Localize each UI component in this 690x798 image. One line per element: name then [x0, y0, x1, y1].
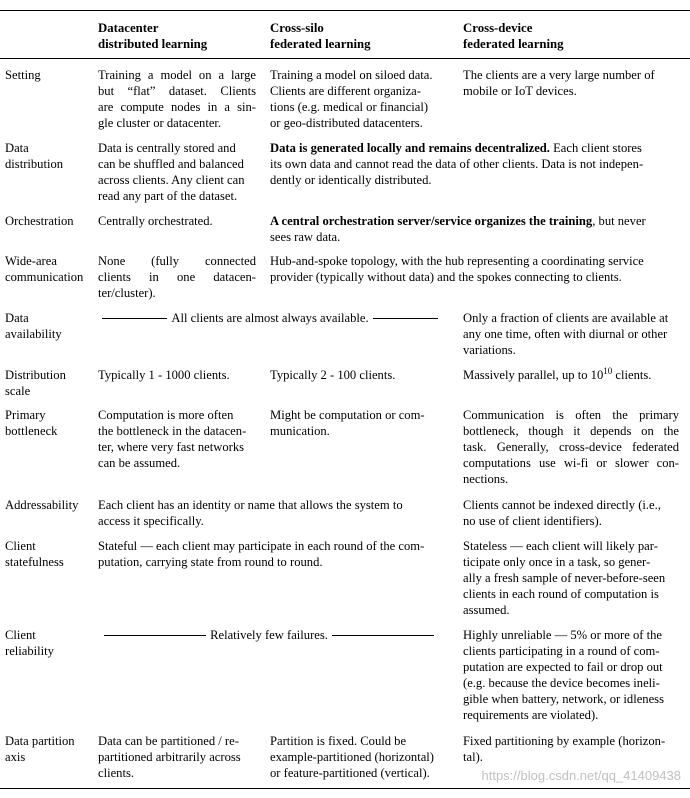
primary-bottleneck-datacenter: Computation is more often the bottleneck in the datacen- ter, where very fast networks can be assumed.: [98, 408, 247, 471]
client-statefulness-cross-device: Stateless — each client will likely par- ticipate only once in a task, so gener- ally a fresh sample of never-before-seen clients in each round of computation is assumed.: [463, 539, 666, 618]
row-label-data-partition-axis: Data partition axis: [5, 734, 75, 765]
data-availability-shared: All clients are almost always available.: [171, 311, 369, 325]
orchestration-bold: A central orchestration server/service organizes the training: [270, 214, 593, 228]
row-label-primary-bottleneck: Primary bottleneck: [5, 408, 58, 439]
primary-bottleneck-cross-silo: Might be computation or com- munication.: [270, 408, 425, 439]
row-label-wide-area: Wide-area communication: [5, 254, 84, 285]
watermark-text: https://blog.csdn.net/qq_41409438: [481, 768, 681, 783]
data-distribution-datacenter: Data is centrally stored and can be shuffled and balanced across clients. Any client can read any part of the dataset.: [98, 141, 245, 204]
wide-area-federated: Hub-and-spoke topology, with the hub representing a coordinating service provider (typically without data) and the spokes connecting to clients.: [270, 254, 644, 285]
span-dash-left: [102, 318, 167, 319]
table-bottom-rule: [0, 788, 690, 789]
scale-exponent: 10: [603, 365, 613, 376]
orchestration-datacenter: Centrally orchestrated.: [98, 214, 213, 228]
distribution-scale-cross-device: [463, 367, 679, 383]
data-availability-cross-device: Only a fraction of clients are available at any one time, often with diurnal or other variations.: [463, 311, 669, 358]
orchestration-rest: , but never: [592, 214, 646, 228]
addressability-cross-device: Clients cannot be indexed directly (i.e., no use of client identifiers).: [463, 498, 661, 529]
addressability-datacenter-cross-silo: Each client has an identity or name that allows the system to access it specifically.: [98, 498, 403, 529]
row-label-orchestration: Orchestration: [5, 214, 74, 228]
row-label-client-reliability: Client reliability: [5, 628, 54, 659]
data-partition-cross-silo: Partition is fixed. Could be example-partitioned (horizontal) or feature-partitioned (vertical).: [270, 734, 435, 781]
setting-cross-device: The clients are a very large number of mobile or IoT devices.: [463, 68, 655, 99]
data-availability-span: [102, 310, 438, 326]
table-header-rule: [0, 58, 690, 59]
row-label-client-statefulness: Client statefulness: [5, 539, 64, 570]
table-top-rule: [0, 10, 690, 11]
data-distribution-bold: Data is generated locally and remains decentralized.: [270, 141, 550, 155]
row-label-addressability: Addressability: [5, 498, 79, 512]
scale-suffix: clients.: [612, 368, 652, 382]
setting-datacenter: Training a model on a large but “flat” dataset. Clients are compute nodes in a sin- gle cluster or datacenter.: [98, 68, 256, 131]
data-distribution-rest: Each client stores: [549, 141, 642, 155]
header-datacenter: Datacenter distributed learning: [98, 21, 208, 51]
orchestration-federated: A central orchestration server/service organizes the training, but never sees raw data.: [270, 214, 646, 245]
primary-bottleneck-cross-device: Communication is often the primary bottleneck, though it depends on the task. Generally, cross-device federated computations use wi-fi or slower con- nections.: [463, 408, 679, 487]
client-reliability-cross-device: Highly unreliable — 5% or more of the clients participating in a round of com- putation are expected to fail or drop out (e.g. because the device becomes ineli- gible when battery, network, or idleness requirements are violated).: [463, 628, 664, 723]
row-label-data-availability: Data availability: [5, 311, 62, 342]
distribution-scale-datacenter: Typically 1 - 1000 clients.: [98, 368, 230, 382]
span-dash-left: [104, 635, 206, 636]
data-partition-datacenter: Data can be partitioned / re- partitioned arbitrarily across clients.: [98, 734, 241, 781]
span-dash-right: [332, 635, 434, 636]
row-label-distribution-scale: Distribution scale: [5, 368, 66, 399]
client-statefulness-datacenter-cross-silo: Stateful — each client may participate in each round of the com- putation, carrying state from round to round.: [98, 539, 425, 570]
row-label-setting: Setting: [5, 68, 41, 82]
client-reliability-span: [104, 627, 434, 643]
data-distribution-federated: Data is generated locally and remains decentralized. Each client stores its own data and cannot read the data of other clients. Data is not indepen- dently or identically distributed.: [270, 141, 644, 188]
row-label-data-distribution: Data distribution: [5, 141, 64, 172]
span-dash-right: [373, 318, 438, 319]
header-cross-device: Cross-device federated learning: [463, 21, 564, 51]
client-reliability-shared: Relatively few failures.: [210, 628, 328, 642]
wide-area-datacenter: None (fully connected clients in one datacen- ter/cluster).: [98, 254, 256, 301]
setting-cross-silo: Training a model on siloed data. Clients are different organiza- tions (e.g. medical or financial) or geo-distributed datacenters.: [270, 68, 433, 131]
scale-prefix: Massively parallel, up to 10: [463, 368, 604, 382]
header-cross-silo: Cross-silo federated learning: [270, 21, 371, 51]
distribution-scale-cross-silo: Typically 2 - 100 clients.: [270, 368, 396, 382]
data-partition-cross-device: Fixed partitioning by example (horizon- tal).: [463, 734, 666, 765]
